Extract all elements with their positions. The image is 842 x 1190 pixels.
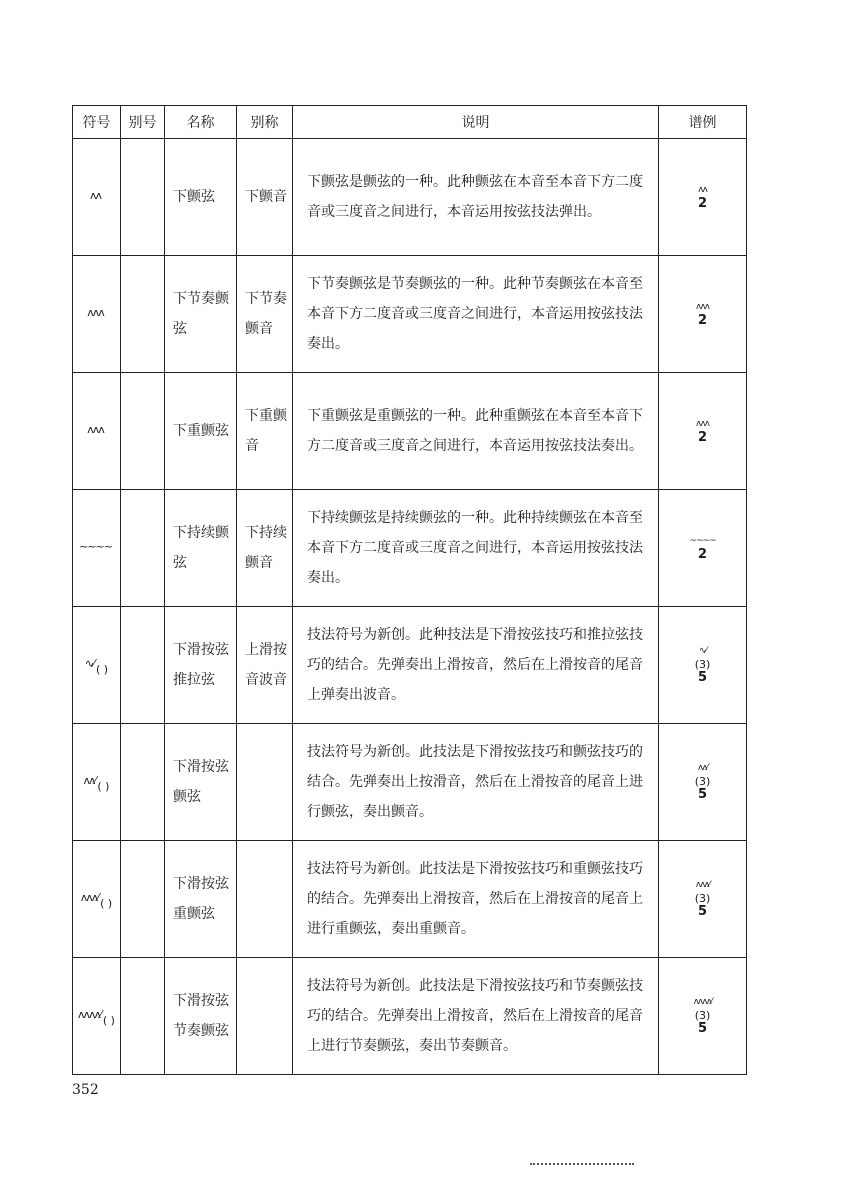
symbol-cell — [73, 958, 121, 1075]
example-cell — [659, 256, 747, 373]
header-example: 谱例 — [659, 106, 747, 139]
page-number: 352 — [72, 1082, 99, 1098]
description-cell: 技法符号为新创。此种技法是下滑按弦技巧和推拉弦技巧的结合。先弹奏出上滑按音，然后在上滑按音的尾音上弹奏出波音。 — [293, 607, 659, 724]
alt-symbol-cell — [121, 139, 165, 256]
name-cell: 下持续颤弦 — [165, 490, 237, 607]
name-cell: 下滑按弦节奏颤弦 — [165, 958, 237, 1075]
table-row — [73, 724, 747, 841]
alt-symbol-cell — [121, 373, 165, 490]
header-row — [73, 106, 747, 139]
example-note-number: 2 — [697, 312, 708, 328]
technique-symbol-icon: ∿⁄ — [84, 656, 94, 670]
name-cell: 下颤弦 — [165, 139, 237, 256]
alias-cell: 下重颤音 — [237, 373, 293, 490]
technique-symbol-icon: ᴧᴧᴧᴧ⁄ — [78, 1007, 101, 1021]
symbol-parenthesis: ( ) — [97, 779, 110, 793]
table-row — [73, 373, 747, 490]
header-alt-symbol: 别号 — [121, 106, 165, 139]
example-cell — [659, 841, 747, 958]
example-note-number: 5 — [697, 904, 708, 919]
example-note-number: 5 — [697, 670, 708, 685]
alt-symbol-cell — [121, 841, 165, 958]
header-alias: 别称 — [237, 106, 293, 139]
table-row — [73, 256, 747, 373]
technique-symbol-icon: ~~~~ — [79, 539, 112, 553]
description-cell: 技法符号为新创。此技法是下滑按弦技巧和颤弦技巧的结合。先弹奏出上按滑音，然后在上滑按音的尾音上进行颤弦，奏出颤音。 — [293, 724, 659, 841]
technique-symbol-icon: ᴧᴧᴧ⁄ — [80, 890, 99, 904]
example-grace-note: (3) — [694, 892, 711, 905]
alias-cell: 下颤音 — [237, 139, 293, 256]
description-cell: 技法符号为新创。此技法是下滑按弦技巧和节奏颤弦技巧的结合。先弹奏出上滑按音，然后在上滑按音的尾音上进行节奏颤弦，奏出节奏颤音。 — [293, 958, 659, 1075]
technique-symbol-icon: ᴧᴧᴧ — [87, 305, 104, 319]
table-row — [73, 607, 747, 724]
alt-symbol-cell — [121, 490, 165, 607]
example-grace-note: (3) — [694, 658, 711, 671]
symbol-cell — [73, 373, 121, 490]
symbol-parenthesis: ( ) — [102, 1013, 115, 1027]
symbol-cell — [73, 256, 121, 373]
alias-cell — [237, 724, 293, 841]
table-row — [73, 841, 747, 958]
description-cell: 技法符号为新创。此技法是下滑按弦技巧和重颤弦技巧的结合。先弹奏出上滑按音，然后在上滑按音的尾音上进行重颤弦，奏出重颤音。 — [293, 841, 659, 958]
description-cell: 下节奏颤弦是节奏颤弦的一种。此种节奏颤弦在本音至本音下方二度音或三度音之间进行，本音运用按弦技法奏出。 — [293, 256, 659, 373]
alias-cell: 下持续颤音 — [237, 490, 293, 607]
alt-symbol-cell — [121, 607, 165, 724]
example-symbol-icon: ᴧᴧᴧ — [696, 418, 709, 429]
symbol-cell — [73, 490, 121, 607]
alt-symbol-cell — [121, 724, 165, 841]
example-grace-note: (3) — [694, 775, 711, 788]
name-cell: 下滑按弦重颤弦 — [165, 841, 237, 958]
symbol-parenthesis: ( ) — [95, 662, 109, 676]
table-row — [73, 958, 747, 1075]
symbol-cell — [73, 607, 121, 724]
example-note-number: 2 — [697, 195, 708, 211]
description-cell: 下重颤弦是重颤弦的一种。此种重颤弦在本音至本音下方二度音或三度音之间进行，本音运用按弦技法奏出。 — [293, 373, 659, 490]
example-symbol-icon: ᴧᴧ⁄ — [697, 763, 708, 773]
description-cell: 下颤弦是颤弦的一种。此种颤弦在本音至本音下方二度音或三度音之间进行，本音运用按弦技法弹出。 — [293, 139, 659, 256]
example-grace-note: (3) — [694, 1009, 711, 1022]
alt-symbol-cell — [121, 256, 165, 373]
technique-symbol-icon: ᴧᴧᴧ — [87, 422, 104, 436]
example-cell — [659, 373, 747, 490]
header-symbol: 符号 — [73, 106, 121, 139]
description-cell: 下持续颤弦是持续颤弦的一种。此种持续颤弦在本音至本音下方二度音或三度音之间进行，本音运用按弦技法奏出。 — [293, 490, 659, 607]
name-cell: 下滑按弦颤弦 — [165, 724, 237, 841]
header-description: 说明 — [293, 106, 659, 139]
alt-symbol-cell — [121, 958, 165, 1075]
example-symbol-icon: ∿⁄ — [698, 646, 707, 656]
example-symbol-icon: ~~~~ — [689, 535, 716, 546]
header-name: 名称 — [165, 106, 237, 139]
example-symbol-icon: ᴧᴧᴧ⁄ — [695, 880, 710, 890]
technique-symbol-icon: ᴧᴧ — [89, 188, 102, 202]
example-note-number: 5 — [697, 1021, 708, 1036]
symbol-parenthesis: ( ) — [100, 896, 113, 910]
example-cell — [659, 958, 747, 1075]
example-symbol-icon: ᴧᴧ — [698, 184, 707, 195]
name-cell: 下节奏颤弦 — [165, 256, 237, 373]
symbol-cell — [73, 724, 121, 841]
example-symbol-icon: ᴧᴧᴧᴧ⁄ — [693, 997, 712, 1007]
scan-footer-marks — [530, 1163, 634, 1168]
example-symbol-icon: ᴧᴧᴧ — [696, 301, 709, 312]
example-cell — [659, 724, 747, 841]
alias-cell: 下节奏颤音 — [237, 256, 293, 373]
technique-symbol-icon: ᴧᴧ⁄ — [83, 773, 96, 787]
alias-cell — [237, 958, 293, 1075]
example-cell — [659, 607, 747, 724]
name-cell: 下重颤弦 — [165, 373, 237, 490]
example-note-number: 2 — [697, 429, 708, 445]
symbol-cell — [73, 841, 121, 958]
example-note-number: 5 — [697, 787, 708, 802]
table-row — [73, 139, 747, 256]
alias-cell — [237, 841, 293, 958]
example-note-number: 2 — [697, 546, 708, 562]
alias-cell: 上滑按音波音 — [237, 607, 293, 724]
symbol-cell — [73, 139, 121, 256]
example-cell — [659, 139, 747, 256]
example-cell — [659, 490, 747, 607]
name-cell: 下滑按弦推拉弦 — [165, 607, 237, 724]
table-row — [73, 490, 747, 607]
technique-table — [72, 105, 747, 1075]
